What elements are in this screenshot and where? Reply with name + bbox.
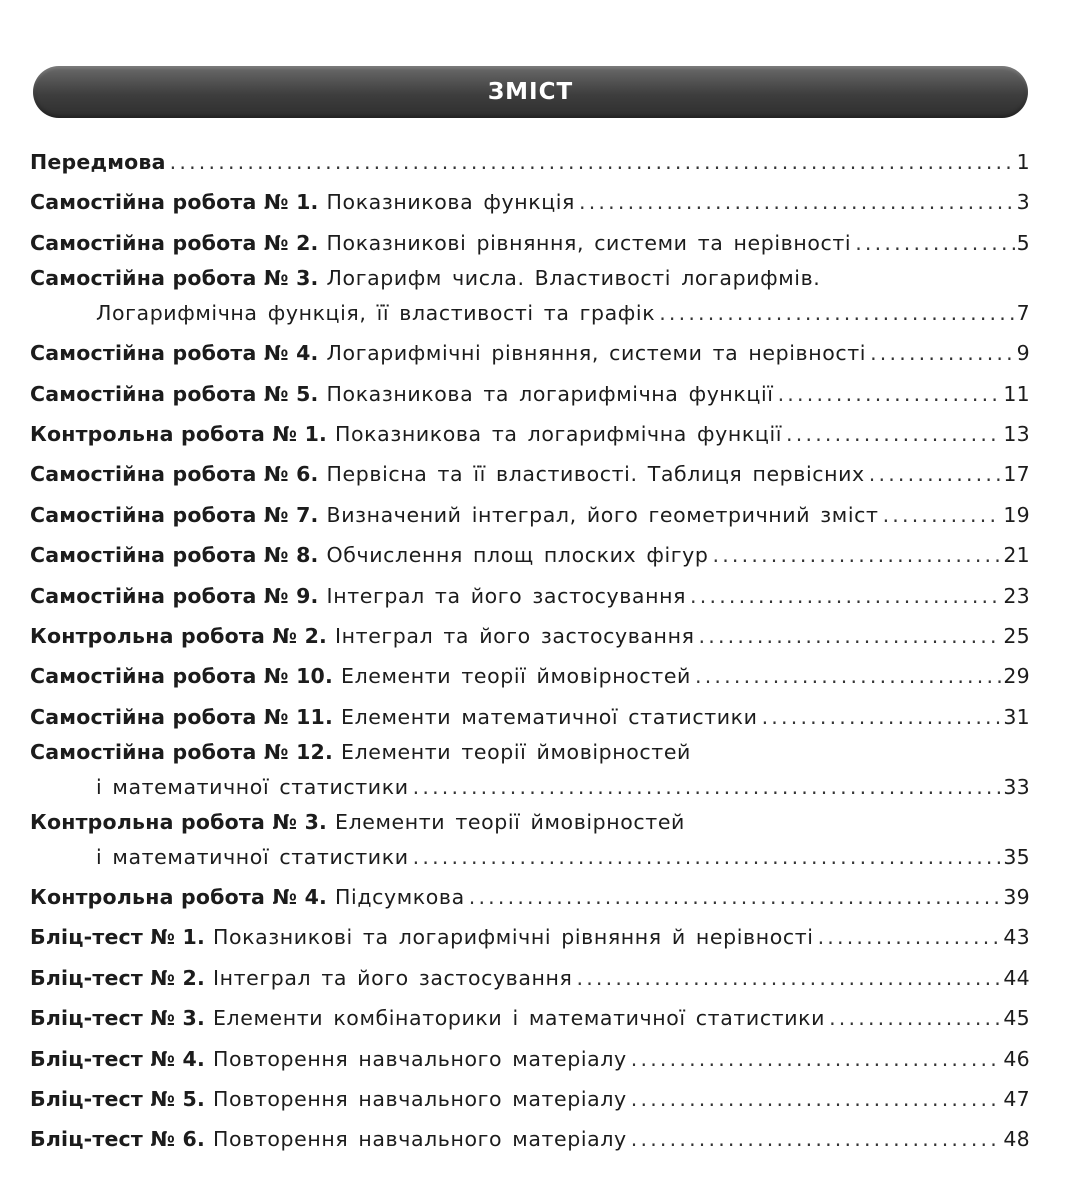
toc-page-number: 45 (1003, 1006, 1030, 1031)
toc-line (30, 807, 1030, 837)
toc-page-number: 23 (1003, 583, 1030, 608)
dot-leader (579, 182, 1015, 222)
contents-header-bar (33, 66, 1028, 118)
toc-entry[interactable] (30, 807, 1030, 877)
toc-line (30, 223, 1030, 263)
toc-entry-title: Логарифм числа. Властивості логарифмів. (326, 266, 821, 291)
toc-entry[interactable] (30, 576, 1030, 616)
toc-page-number: 7 (1016, 301, 1030, 326)
toc-line (30, 737, 1030, 767)
toc-line (30, 263, 1030, 293)
toc-page-number: 43 (1003, 925, 1030, 950)
dot-leader (870, 333, 1015, 373)
toc-entry-label: Самостійна робота № 1. (30, 190, 319, 215)
toc-line (30, 495, 1030, 535)
toc-entry-title: Показникові та логарифмічні рівняння й нерівності (212, 925, 814, 950)
toc-line-continuation (30, 293, 1030, 333)
toc-line (30, 535, 1030, 575)
toc-entry[interactable] (30, 182, 1030, 222)
toc-entry[interactable] (30, 697, 1030, 737)
dot-leader (631, 1079, 1002, 1119)
toc-line (30, 998, 1030, 1038)
toc-entry[interactable] (30, 616, 1030, 656)
dot-leader (576, 958, 1001, 998)
toc-entry-label: Бліц-тест № 1. (30, 925, 205, 950)
dot-leader (712, 535, 1001, 575)
toc-page-number: 31 (1003, 704, 1030, 729)
toc-page-number: 33 (1003, 775, 1030, 800)
toc-entry-title: Первісна та її властивості. Таблиця первісних (326, 462, 865, 487)
toc-entry[interactable] (30, 958, 1030, 998)
toc-entry[interactable] (30, 333, 1030, 373)
toc-line (30, 333, 1030, 373)
toc-page-number: 11 (1003, 381, 1030, 406)
toc-entry[interactable] (30, 142, 1030, 182)
toc-entry-title: Підсумкова (335, 885, 465, 910)
toc-page-number: 48 (1003, 1127, 1030, 1152)
toc-line (30, 414, 1030, 454)
toc-entry-label: Бліц-тест № 3. (30, 1006, 205, 1031)
toc-line-continuation (30, 767, 1030, 807)
toc-entry-label: Самостійна робота № 9. (30, 583, 319, 608)
toc-page-number: 46 (1003, 1046, 1030, 1071)
toc-entry[interactable] (30, 223, 1030, 263)
toc-line (30, 877, 1030, 917)
dot-leader (855, 223, 1014, 263)
toc-entry[interactable] (30, 656, 1030, 696)
toc-entry[interactable] (30, 737, 1030, 807)
toc-line (30, 374, 1030, 414)
dot-leader (869, 454, 1002, 494)
toc-page-number: 1 (1016, 150, 1030, 174)
toc-line-continuation (30, 837, 1030, 877)
dot-leader (829, 998, 1001, 1038)
toc-entry-label: Самостійна робота № 4. (30, 341, 319, 366)
toc-entry[interactable] (30, 263, 1030, 333)
toc-entry[interactable] (30, 877, 1030, 917)
toc-entry[interactable] (30, 495, 1030, 535)
toc-entry-title: Показникова функція (326, 190, 575, 215)
toc-entry-label: Бліц-тест № 4. (30, 1046, 205, 1071)
dot-leader (786, 414, 1001, 454)
toc-entry-label: Самостійна робота № 8. (30, 543, 319, 568)
toc-entry-label: Самостійна робота № 3. (30, 266, 319, 291)
dot-leader (413, 837, 1002, 877)
toc-entry-label: Контрольна робота № 3. (30, 810, 328, 835)
toc-entry-label: Контрольна робота № 2. (30, 623, 328, 648)
dot-leader (170, 142, 1015, 182)
toc-entry-title: Повторення навчального матеріалу (212, 1046, 627, 1071)
toc-entry-title: Визначений інтеграл, його геометричний зміст (326, 502, 879, 527)
toc-page-number: 5 (1016, 230, 1030, 255)
toc-entry-title: Елементи комбінаторики і математичної статистики (212, 1006, 826, 1031)
toc-page-number: 44 (1003, 965, 1030, 990)
toc-entry-label: Самостійна робота № 5. (30, 381, 319, 406)
toc-entry-label: Самостійна робота № 10. (30, 664, 334, 689)
toc-entry-title: Повторення навчального матеріалу (212, 1087, 627, 1112)
toc-entry[interactable] (30, 1119, 1030, 1159)
toc-entry[interactable] (30, 1039, 1030, 1079)
toc-entry-label: Самостійна робота № 2. (30, 230, 319, 255)
toc-entry[interactable] (30, 1079, 1030, 1119)
toc-entry-label: Самостійна робота № 7. (30, 502, 319, 527)
toc-line (30, 1079, 1030, 1119)
toc-page-number: 3 (1016, 190, 1030, 215)
toc-page-number: 9 (1016, 341, 1030, 366)
toc-line (30, 656, 1030, 696)
toc-entry-title: Повторення навчального матеріалу (212, 1127, 627, 1152)
table-of-contents (30, 142, 1030, 1160)
dot-leader (469, 877, 1002, 917)
toc-page-number: 19 (1003, 502, 1030, 527)
dot-leader (413, 767, 1002, 807)
toc-entry[interactable] (30, 454, 1030, 494)
toc-line (30, 454, 1030, 494)
dot-leader (631, 1119, 1002, 1159)
contents-title: ЗМІСТ (487, 79, 574, 105)
toc-entry-title: Обчислення площ плоских фігур (326, 543, 709, 568)
toc-line (30, 182, 1030, 222)
toc-entry-title: Елементи теорії ймовірностей (341, 740, 691, 765)
dot-leader (695, 656, 1001, 696)
toc-entry-label: Бліц-тест № 2. (30, 965, 205, 990)
toc-entry[interactable] (30, 998, 1030, 1038)
toc-entry-label: Самостійна робота № 11. (30, 704, 334, 729)
toc-line (30, 697, 1030, 737)
toc-entry[interactable] (30, 917, 1030, 957)
toc-entry-title: Показникова та логарифмічна функції (326, 381, 774, 406)
toc-entry-label: Бліц-тест № 5. (30, 1087, 205, 1112)
toc-entry[interactable] (30, 414, 1030, 454)
toc-line (30, 958, 1030, 998)
toc-line (30, 616, 1030, 656)
toc-entry-title-continued: Логарифмічна функція, її властивості та графік (96, 301, 656, 326)
toc-entry-label: Контрольна робота № 1. (30, 421, 328, 446)
toc-entry-title-continued: і математичної статистики (96, 775, 409, 800)
toc-entry-title: Елементи теорії ймовірностей (335, 810, 685, 835)
toc-entry-label: Контрольна робота № 4. (30, 885, 328, 910)
toc-entry-title-continued: і математичної статистики (96, 845, 409, 870)
toc-page-number: 13 (1003, 421, 1030, 446)
dot-leader (778, 374, 1002, 414)
toc-entry-label: Передмова (30, 150, 166, 174)
dot-leader (690, 576, 1001, 616)
toc-line (30, 1039, 1030, 1079)
dot-leader (762, 697, 1002, 737)
toc-line (30, 142, 1030, 182)
toc-entry-title: Елементи математичної статистики (341, 704, 758, 729)
toc-entry-label: Самостійна робота № 6. (30, 462, 319, 487)
toc-line (30, 576, 1030, 616)
dot-leader (631, 1039, 1002, 1079)
toc-page-number: 17 (1003, 462, 1030, 487)
dot-leader (818, 917, 1002, 957)
toc-entry-title: Елементи теорії ймовірностей (341, 664, 691, 689)
toc-entry-title: Інтеграл та його застосування (335, 623, 695, 648)
toc-entry[interactable] (30, 535, 1030, 575)
dot-leader (659, 293, 1014, 333)
toc-page-number: 29 (1003, 664, 1030, 689)
toc-page-number: 25 (1003, 623, 1030, 648)
toc-entry-title: Інтеграл та його застосування (326, 583, 687, 608)
toc-page-number: 39 (1003, 885, 1030, 910)
toc-page-number: 35 (1003, 845, 1030, 870)
toc-entry-title: Інтеграл та його застосування (212, 965, 573, 990)
toc-entry-label: Самостійна робота № 12. (30, 740, 334, 765)
toc-line (30, 1119, 1030, 1159)
toc-page-number: 47 (1003, 1087, 1030, 1112)
dot-leader (883, 495, 1002, 535)
dot-leader (699, 616, 1002, 656)
toc-page-number: 21 (1003, 543, 1030, 568)
toc-entry[interactable] (30, 374, 1030, 414)
toc-entry-title: Показникова та логарифмічна функції (335, 421, 783, 446)
toc-entry-title: Показникові рівняння, системи та нерівності (326, 230, 852, 255)
toc-line (30, 917, 1030, 957)
toc-entry-title: Логарифмічні рівняння, системи та нерівності (326, 341, 867, 366)
toc-entry-label: Бліц-тест № 6. (30, 1127, 205, 1152)
